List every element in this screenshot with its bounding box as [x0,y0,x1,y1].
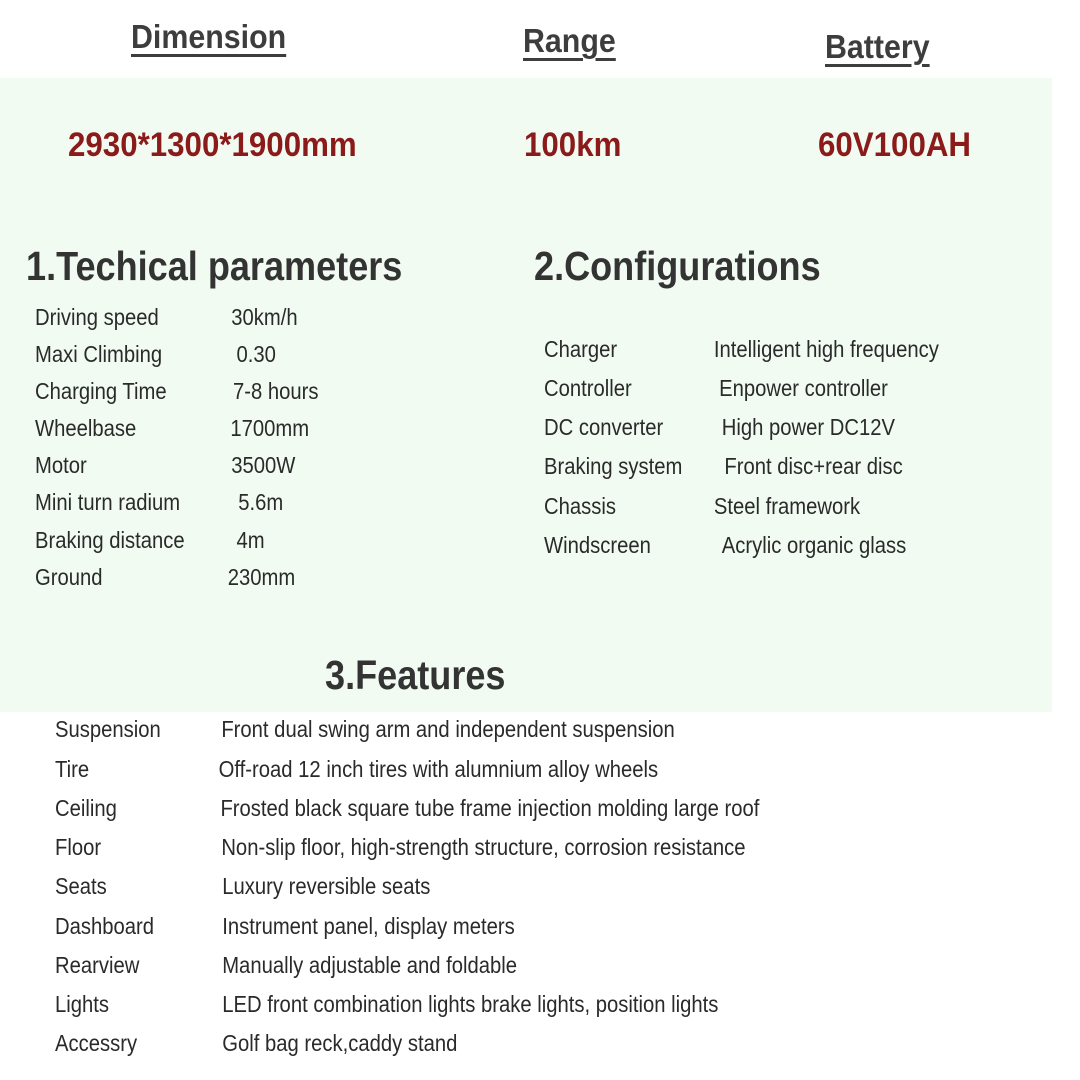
config-label: Braking system [544,453,683,479]
config-label: Charger [544,336,618,362]
tech-label: Braking distance [35,527,185,553]
feature-label: Tire [55,756,90,782]
feature-value: Non-slip floor, high-strength structure, corrosion resistance [221,834,746,860]
tech-value: 230mm [227,564,296,590]
config-value: Acrylic organic glass [721,532,907,558]
tech-value: 1700mm [230,415,310,441]
tech-label: Ground [35,564,103,590]
config-label: Controller [544,375,632,401]
range-value: 100km [524,126,622,164]
tech-value: 0.30 [236,341,276,367]
config-label: DC converter [544,414,664,440]
feature-label: Floor [55,834,102,860]
tech-label: Wheelbase [35,415,137,441]
feature-value: Frosted black square tube frame injection molding large roof [220,795,760,821]
dimension-header: Dimension [131,18,287,55]
configurations-title: 2.Configurations [534,243,821,289]
battery-header: Battery [825,28,930,65]
features-title: 3.Features [325,652,506,698]
config-value: High power DC12V [721,414,896,440]
config-label: Windscreen [544,532,651,558]
feature-value: Manually adjustable and foldable [222,952,518,978]
feature-label: Dashboard [55,913,155,939]
config-label: Chassis [544,493,616,519]
tech-label: Charging Time [35,378,167,404]
feature-value: LED front combination lights brake lights, position lights [222,991,719,1017]
feature-label: Lights [55,991,110,1017]
feature-value: Off-road 12 inch tires with alumnium alloy wheels [218,756,659,782]
dimension-value: 2930*1300*1900mm [68,126,357,164]
tech-label: Mini turn radium [35,489,181,515]
feature-label: Seats [55,873,107,899]
tech-label: Maxi Climbing [35,341,163,367]
tech-value: 4m [236,527,265,553]
tech-label: Driving speed [35,304,159,330]
feature-label: Ceiling [55,795,117,821]
feature-value: Front dual swing arm and independent suspension [221,716,675,742]
feature-value: Golf bag reck,caddy stand [222,1030,458,1056]
technical-parameters-title: 1.Techical parameters [26,243,403,289]
config-value: Steel framework [713,493,861,519]
tech-value: 3500W [231,452,296,478]
tech-value: 5.6m [238,489,284,515]
feature-value: Luxury reversible seats [222,873,431,899]
tech-label: Motor [35,452,87,478]
tech-value: 7-8 hours [233,378,319,404]
feature-label: Accessry [55,1030,138,1056]
battery-value: 60V100AH [818,126,972,164]
feature-label: Suspension [55,716,161,742]
config-value: Enpower controller [719,375,888,401]
feature-label: Rearview [55,952,140,978]
config-value: Intelligent high frequency [713,336,939,362]
config-value: Front disc+rear disc [724,453,903,479]
feature-value: Instrument panel, display meters [222,913,515,939]
range-header: Range [523,22,616,59]
tech-value: 30km/h [231,304,298,330]
